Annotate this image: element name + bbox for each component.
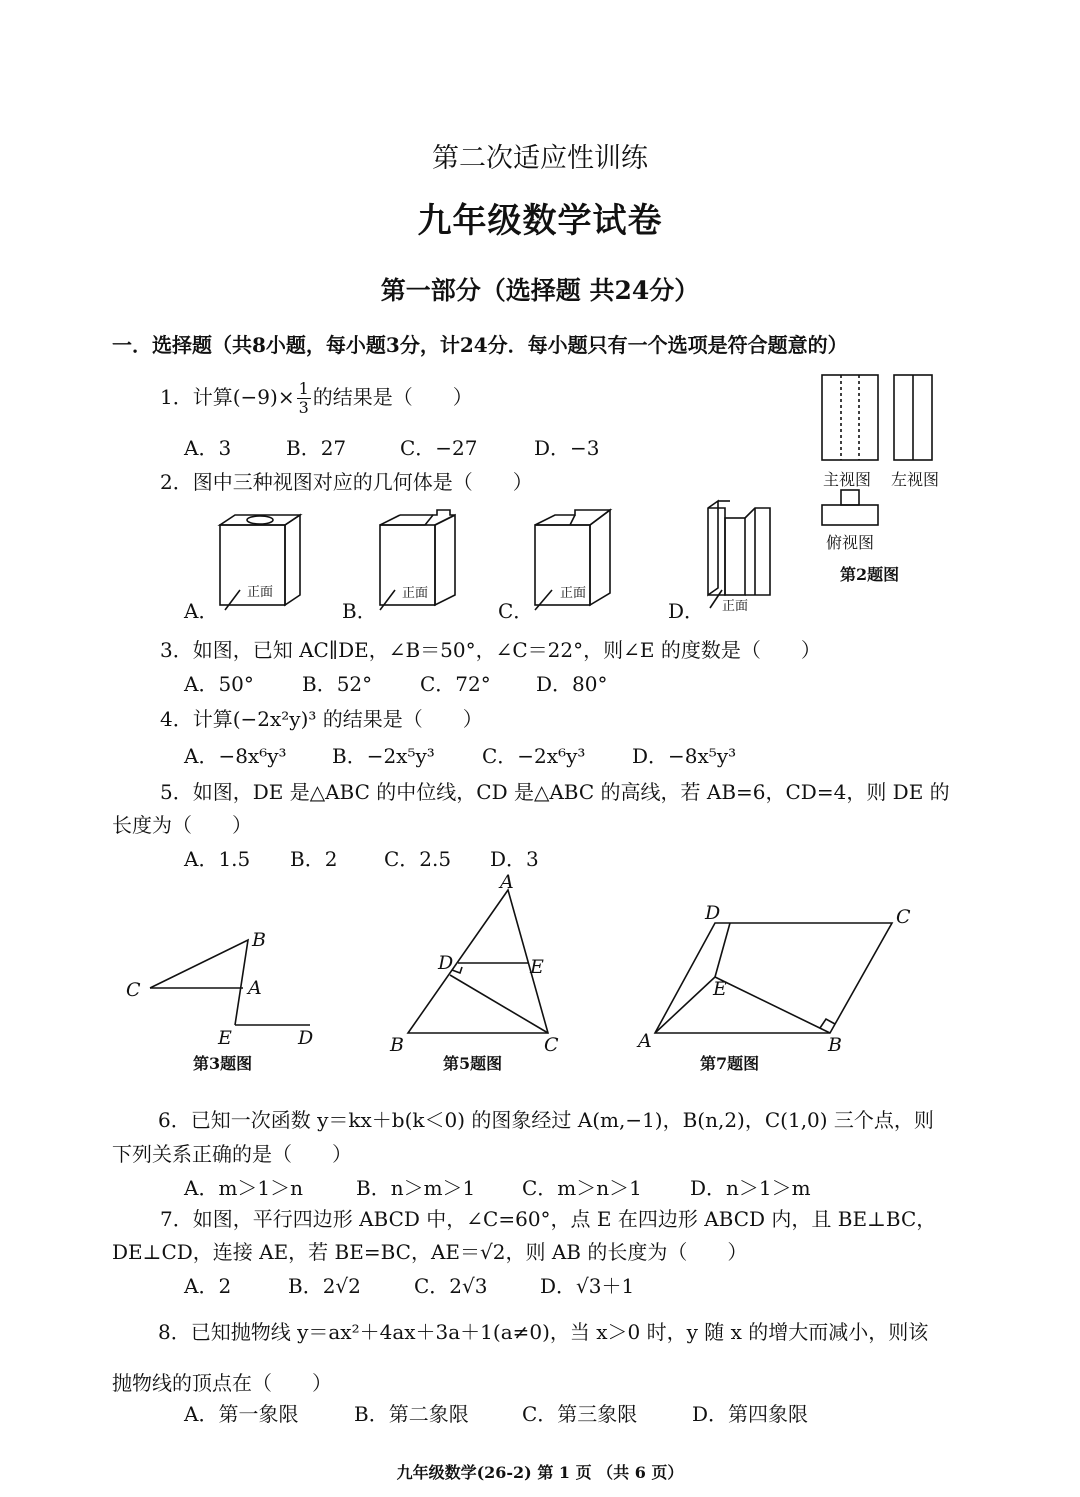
- q4-option-c[interactable]: C．−2x⁶y³: [482, 744, 586, 768]
- side-view-label: 左视图: [891, 470, 940, 489]
- q8-option-b[interactable]: B．第二象限: [354, 1402, 469, 1426]
- fig5-triangle-abc: [408, 890, 548, 1033]
- q7-option-d[interactable]: D．√3＋1: [540, 1274, 635, 1298]
- q4-option-a[interactable]: A．−8x⁶y³: [184, 744, 287, 768]
- figure-5: [380, 871, 580, 1056]
- q2-option-a[interactable]: A．: [184, 599, 219, 623]
- question-7-line2: DE⊥CD，连接 AE，若 BE=BC，AE＝√2，则 AB 的长度为（ ）: [112, 1240, 748, 1264]
- solid-c-notch: [570, 515, 575, 525]
- q4-option-b[interactable]: B．−2x⁵y³: [332, 744, 435, 768]
- fig5-label-e: E: [530, 956, 544, 978]
- fig5-label-d: D: [438, 952, 454, 974]
- exam-title-line1: 第二次适应性训练: [432, 143, 648, 174]
- fig7-segment-ed: [715, 923, 730, 977]
- fig5-label-b: B: [390, 1034, 404, 1056]
- q1-number: 1．: [160, 385, 193, 409]
- q2-option-b[interactable]: B．: [342, 599, 377, 623]
- fig7-parallelogram: [655, 923, 892, 1033]
- solid-b-arrow: [380, 590, 395, 610]
- top-view-label: 俯视图: [826, 533, 875, 552]
- question-1: [160, 380, 473, 417]
- solid-b-side: [435, 515, 455, 605]
- q1-text-c: 的结果是（ ）: [312, 385, 473, 409]
- q1-fraction-denominator: 3: [298, 398, 309, 417]
- q2-solid-a: [215, 510, 315, 615]
- fig3-caption: 第3题图: [193, 1054, 253, 1073]
- fig5-caption: 第5题图: [443, 1054, 503, 1073]
- solid-c-front-label: 正面: [560, 586, 587, 601]
- section-heading: 一．选择题（共8小题，每小题3分，计24分．每小题只有一个选项是符合题意的）: [112, 333, 848, 357]
- fig3-label-e: E: [218, 1027, 232, 1049]
- q2-solid-b: [375, 505, 475, 615]
- q4-option-d[interactable]: D．−8x⁵y³: [632, 744, 737, 768]
- q5-option-b[interactable]: B．2: [290, 847, 338, 871]
- top-view-notch: [841, 490, 859, 505]
- solid-b-front-label: 正面: [402, 586, 429, 601]
- q1-option-a[interactable]: A．3: [184, 436, 232, 460]
- fig7-label-e: E: [713, 978, 727, 1000]
- solid-d-front-1: [708, 508, 725, 595]
- solid-d-front-label: 正面: [722, 599, 749, 614]
- solid-d-left: [708, 501, 718, 595]
- q8-option-d[interactable]: D．第四象限: [692, 1402, 809, 1426]
- q8-option-c[interactable]: C．第三象限: [522, 1402, 638, 1426]
- solid-c-arrow: [535, 590, 552, 610]
- q3-option-d[interactable]: D．80°: [536, 672, 608, 696]
- fig7-label-c: C: [896, 906, 911, 928]
- question-7-line1: 7．如图，平行四边形 ABCD 中，∠C=60°，点 E 在四边形 ABCD 内，且 BE⊥BC，: [160, 1207, 937, 1231]
- fig5-label-c: C: [544, 1034, 559, 1056]
- figure-7: [630, 895, 930, 1055]
- q2-solid-d: [700, 498, 790, 613]
- q6-option-b[interactable]: B．n＞m＞1: [356, 1176, 476, 1200]
- question-6-line1: 6．已知一次函数 y＝kx＋b(k＜0) 的图象经过 A(m,−1)，B(n,2)，C(1,0) 三个点，则: [158, 1108, 934, 1132]
- question-6-line2: 下列关系正确的是（ ）: [112, 1142, 352, 1166]
- q1-text-a: 计算: [192, 385, 233, 409]
- question-5-line2: 长度为（ ）: [112, 813, 252, 837]
- q7-option-b[interactable]: B．2√2: [288, 1274, 361, 1298]
- q8-option-a[interactable]: A．第一象限: [184, 1402, 299, 1426]
- q6-option-d[interactable]: D．n＞1＞m: [690, 1176, 811, 1200]
- solid-a-front-label: 正面: [247, 585, 274, 600]
- solid-d-front-2: [725, 518, 745, 595]
- q2-solid-c: [530, 505, 630, 615]
- q1-option-b[interactable]: B．27: [286, 436, 347, 460]
- part-heading: 第一部分（选择题 共24分）: [380, 276, 700, 305]
- question-5-line1: 5．如图，DE 是△ABC 的中位线，CD 是△ABC 的高线，若 AB=6，CD=4，则 DE 的: [160, 780, 950, 804]
- fig7-caption: 第7题图: [700, 1054, 760, 1073]
- solid-a-hole: [247, 516, 273, 524]
- fig3-label-b: B: [252, 929, 266, 951]
- q1-fraction-numerator: 1: [298, 379, 309, 398]
- q2-figure-caption: 第2题图: [840, 565, 900, 584]
- q2-option-d[interactable]: D．: [668, 599, 705, 623]
- q1-fraction: [297, 380, 311, 417]
- q1-option-c[interactable]: C．−27: [400, 436, 478, 460]
- solid-d-right: [745, 508, 770, 595]
- q1-text-b: (−9)×: [232, 385, 295, 409]
- fig7-label-d: D: [705, 902, 721, 924]
- fig5-altitude-cd: [450, 975, 548, 1033]
- fig7-label-b: B: [828, 1034, 842, 1056]
- q5-option-c[interactable]: C．2.5: [384, 847, 452, 871]
- question-2: 2．图中三种视图对应的几何体是（ ）: [160, 470, 533, 494]
- solid-c-side: [590, 510, 610, 605]
- q6-option-a[interactable]: A．m＞1＞n: [184, 1176, 304, 1200]
- q3-option-a[interactable]: A．50°: [184, 672, 254, 696]
- q7-option-a[interactable]: A．2: [184, 1274, 232, 1298]
- q2-option-c[interactable]: C．: [498, 599, 534, 623]
- question-3: 3．如图，已知 AC∥DE，∠B＝50°，∠C＝22°，则∠E 的度数是（ ）: [160, 638, 821, 662]
- fig7-label-a: A: [638, 1030, 652, 1052]
- figure-3: [110, 920, 340, 1060]
- q5-option-a[interactable]: A．1.5: [184, 847, 251, 871]
- fig3-label-d: D: [298, 1027, 314, 1049]
- solid-a-side: [285, 515, 300, 605]
- fig3-label-a: A: [248, 977, 262, 999]
- q1-option-d[interactable]: D．−3: [534, 436, 600, 460]
- q3-option-b[interactable]: B．52°: [302, 672, 373, 696]
- q5-option-d[interactable]: D．3: [490, 847, 539, 871]
- q7-option-c[interactable]: C．2√3: [414, 1274, 488, 1298]
- front-view-rect: [822, 375, 878, 460]
- solid-a-arrow: [225, 590, 240, 610]
- q3-option-c[interactable]: C．72°: [420, 672, 491, 696]
- top-view-rect: [822, 505, 878, 525]
- q6-option-c[interactable]: C．m＞n＞1: [522, 1176, 642, 1200]
- exam-title-line2: 九年级数学试卷: [417, 201, 663, 241]
- fig5-label-a: A: [500, 871, 514, 893]
- fig3-segment-cba: [150, 940, 248, 1025]
- page-footer: 九年级数学(26-2) 第 1 页 （共 6 页）: [396, 1463, 684, 1482]
- question-8-line2: 抛物线的顶点在（ ）: [112, 1371, 332, 1395]
- solid-b-top: [380, 510, 455, 525]
- question-8-line1: 8．已知抛物线 y＝ax²＋4ax＋3a＋1(a≠0)，当 x＞0 时，y 随 x 的增大而减小，则该: [158, 1320, 929, 1344]
- solid-b-edge: [380, 515, 400, 525]
- question-4: 4．计算(−2x²y)³ 的结果是（ ）: [160, 707, 483, 731]
- fig3-label-c: C: [126, 979, 141, 1001]
- front-view-label: 主视图: [823, 470, 872, 489]
